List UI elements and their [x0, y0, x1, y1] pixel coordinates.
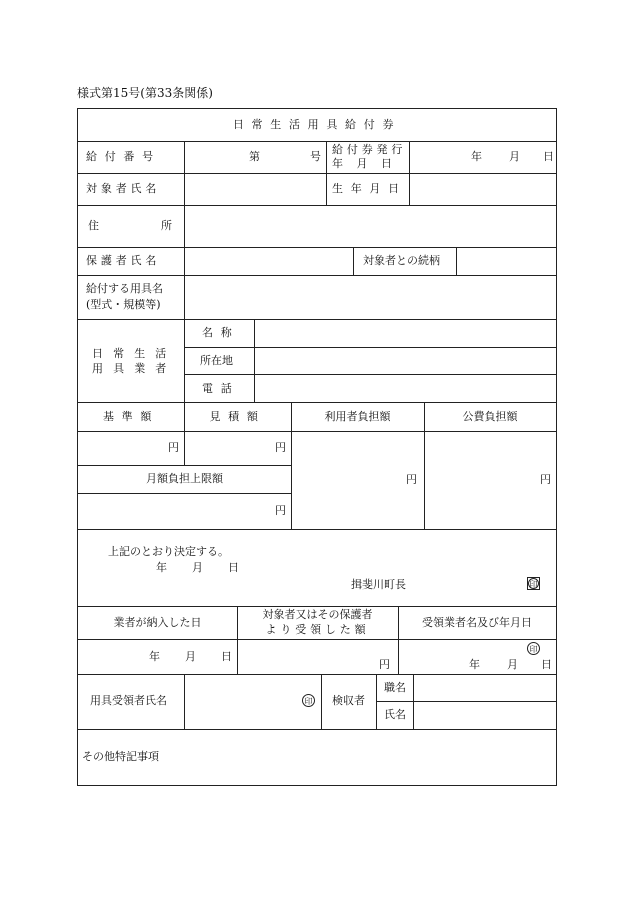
- received-amount-label-2: より受領した額: [265, 623, 370, 636]
- decision-text: 上記のとおり決定する。: [108, 545, 229, 558]
- rule: [184, 141, 185, 205]
- rule: [78, 493, 291, 494]
- inspector-name-label: 氏名: [384, 708, 406, 721]
- voucher-form: [77, 108, 557, 786]
- delivered-year: 年: [149, 650, 160, 663]
- decision-year: 年: [156, 561, 167, 574]
- seal-circle: 印: [529, 580, 538, 589]
- rule: [78, 173, 556, 174]
- rule: [184, 674, 185, 729]
- rule: [78, 319, 556, 320]
- vendor-label-1: 日 常 生 活: [92, 347, 170, 360]
- rule: [326, 141, 327, 205]
- issue-year: 年: [471, 150, 482, 163]
- remarks-label: その他特記事項: [82, 750, 159, 763]
- rule: [78, 529, 556, 530]
- form-title: 日常生活用具給付券: [232, 118, 402, 131]
- number-dai: 第: [249, 150, 260, 163]
- estimate-yen: 円: [275, 441, 286, 454]
- issue-day: 日: [543, 150, 554, 163]
- standard-amount-label: 基準額: [102, 410, 160, 423]
- rule: [78, 431, 556, 432]
- rule: [184, 347, 556, 348]
- rule: [376, 674, 377, 729]
- rule: [78, 674, 556, 675]
- rule: [184, 205, 185, 402]
- rule: [78, 275, 556, 276]
- inspector-title-label: 職名: [384, 681, 406, 694]
- guardian-name-label: 保護者氏名: [86, 254, 161, 267]
- decision-day: 日: [228, 561, 239, 574]
- number-label: 給付番号: [86, 150, 161, 163]
- user-burden-label: 利用者負担額: [324, 410, 391, 423]
- rule: [413, 674, 414, 729]
- rule: [78, 205, 556, 206]
- rule: [321, 674, 322, 729]
- number-go: 号: [310, 150, 321, 163]
- mayor-name: 揖斐川町長: [351, 578, 406, 591]
- address-label-2: 所: [161, 219, 172, 232]
- rule: [78, 465, 291, 466]
- standard-yen: 円: [168, 441, 179, 454]
- vendor-label-2: 用 具 業 者: [92, 362, 170, 375]
- vendor-seal-icon: 印: [527, 642, 540, 655]
- receipt-month: 月: [507, 658, 518, 671]
- address-label-1: 住: [88, 219, 99, 232]
- rule: [78, 247, 556, 248]
- vendor-name-label: 名称: [202, 326, 240, 339]
- equipment-label: 給付する用具名: [86, 282, 163, 295]
- rule: [184, 374, 556, 375]
- public-burden-yen: 円: [540, 473, 551, 486]
- issue-month: 月: [509, 150, 520, 163]
- rule: [456, 247, 457, 275]
- subject-name-label: 対象者氏名: [86, 182, 161, 195]
- receipt-day: 日: [541, 658, 552, 671]
- equipment-label-2: (型式・規模等): [86, 298, 161, 311]
- rule: [78, 402, 556, 403]
- monthly-cap-label: 月額負担上限額: [146, 472, 223, 485]
- decision-month: 月: [192, 561, 203, 574]
- mayor-seal-icon: [527, 577, 540, 590]
- rule: [353, 247, 354, 275]
- relation-label: 対象者との続柄: [363, 254, 440, 267]
- rule: [254, 319, 255, 402]
- delivered-day: 日: [221, 650, 232, 663]
- public-burden-label: 公費負担額: [462, 410, 518, 423]
- vendor-receipt-label: 受領業者名及び年月日: [422, 616, 532, 629]
- form-caption: 様式第15号(第33条関係): [77, 86, 213, 100]
- birthdate-label: 生年月日: [332, 182, 407, 195]
- rule: [376, 701, 556, 702]
- received-yen: 円: [379, 658, 390, 671]
- receiver-seal-icon: 印: [302, 694, 315, 707]
- delivered-date-label: 業者が納入した日: [113, 616, 202, 629]
- rule: [78, 606, 556, 607]
- rule: [78, 729, 556, 730]
- vendor-location-label: 所在地: [200, 354, 233, 367]
- receiver-name-label: 用具受領者氏名: [90, 694, 167, 707]
- rule: [78, 141, 556, 142]
- received-amount-label-1: 対象者又はその保護者: [262, 608, 373, 621]
- monthly-cap-yen: 円: [275, 504, 286, 517]
- vendor-phone-label: 電話: [202, 382, 240, 395]
- user-burden-yen: 円: [406, 473, 417, 486]
- receipt-year: 年: [469, 658, 480, 671]
- estimate-amount-label: 見積額: [209, 410, 266, 423]
- rule: [409, 141, 410, 205]
- issue-date-label: 給付券発行: [332, 143, 407, 156]
- rule: [78, 639, 556, 640]
- issue-date-label-2: 年 月 日: [332, 157, 392, 170]
- delivered-month: 月: [185, 650, 196, 663]
- inspector-label: 検収者: [332, 694, 365, 707]
